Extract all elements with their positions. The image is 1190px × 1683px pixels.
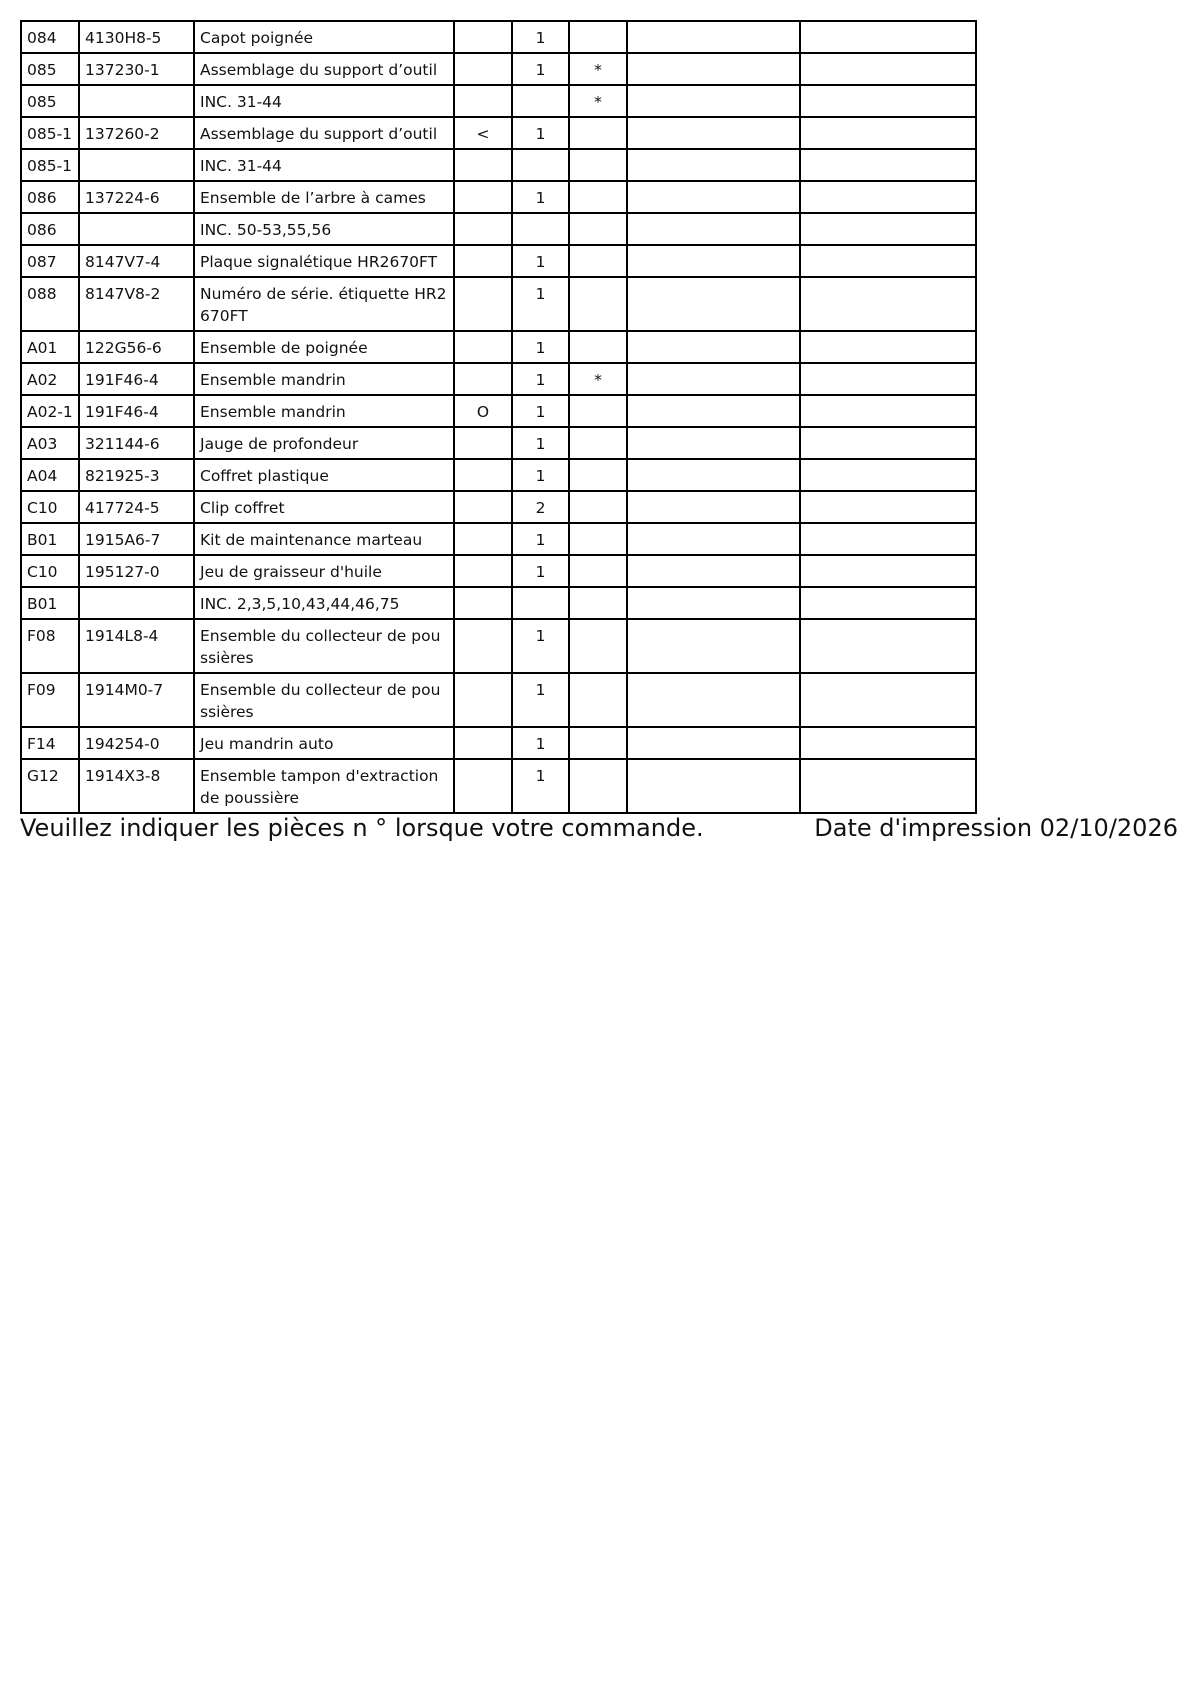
item-number-cell: A03 xyxy=(21,427,79,459)
description-cell: Assemblage du support d’outil xyxy=(194,53,454,85)
part-number-cell xyxy=(79,149,194,181)
mark-cell xyxy=(454,245,512,277)
blank-cell xyxy=(627,619,800,673)
note-cell: * xyxy=(569,363,627,395)
item-number-cell: 088 xyxy=(21,277,79,331)
quantity-cell: 1 xyxy=(512,21,569,53)
note-cell xyxy=(569,759,627,813)
item-number-cell: G12 xyxy=(21,759,79,813)
table-row xyxy=(21,363,976,395)
part-number-cell xyxy=(79,85,194,117)
description-cell: Ensemble de l’arbre à cames xyxy=(194,181,454,213)
description-cell: INC. 31-44 xyxy=(194,85,454,117)
note-cell xyxy=(569,459,627,491)
quantity-cell: 2 xyxy=(512,491,569,523)
mark-cell xyxy=(454,491,512,523)
part-number-cell: 4130H8-5 xyxy=(79,21,194,53)
blank-cell xyxy=(800,245,976,277)
table-row xyxy=(21,555,976,587)
blank-cell xyxy=(627,555,800,587)
blank-cell xyxy=(627,85,800,117)
blank-cell xyxy=(800,427,976,459)
mark-cell xyxy=(454,21,512,53)
blank-cell xyxy=(627,245,800,277)
item-number-cell: C10 xyxy=(21,491,79,523)
mark-cell: O xyxy=(454,395,512,427)
blank-cell xyxy=(800,149,976,181)
table-row xyxy=(21,459,976,491)
mark-cell xyxy=(454,85,512,117)
table-row xyxy=(21,673,976,727)
part-number-cell: 1914M0-7 xyxy=(79,673,194,727)
note-cell: * xyxy=(569,85,627,117)
table-row xyxy=(21,523,976,555)
quantity-cell: 1 xyxy=(512,459,569,491)
blank-cell xyxy=(627,459,800,491)
note-cell xyxy=(569,213,627,245)
mark-cell xyxy=(454,213,512,245)
blank-cell xyxy=(627,277,800,331)
blank-cell xyxy=(627,181,800,213)
part-number-cell: 8147V8-2 xyxy=(79,277,194,331)
part-number-cell: 191F46-4 xyxy=(79,395,194,427)
description-cell: INC. 31-44 xyxy=(194,149,454,181)
blank-cell xyxy=(627,491,800,523)
note-cell xyxy=(569,555,627,587)
quantity-cell: 1 xyxy=(512,673,569,727)
table-row xyxy=(21,85,976,117)
quantity-cell: 1 xyxy=(512,727,569,759)
item-number-cell: F14 xyxy=(21,727,79,759)
part-number-cell: 8147V7-4 xyxy=(79,245,194,277)
blank-cell xyxy=(627,213,800,245)
blank-cell xyxy=(800,363,976,395)
mark-cell xyxy=(454,459,512,491)
blank-cell xyxy=(800,759,976,813)
table-row xyxy=(21,331,976,363)
item-number-cell: A02 xyxy=(21,363,79,395)
table-row xyxy=(21,245,976,277)
blank-cell xyxy=(627,727,800,759)
table-row xyxy=(21,727,976,759)
note-cell xyxy=(569,491,627,523)
blank-cell xyxy=(800,213,976,245)
note-cell xyxy=(569,727,627,759)
description-cell: INC. 2,3,5,10,43,44,46,75 xyxy=(194,587,454,619)
blank-cell xyxy=(627,523,800,555)
quantity-cell xyxy=(512,85,569,117)
part-number-cell: 1915A6-7 xyxy=(79,523,194,555)
blank-cell xyxy=(800,21,976,53)
part-number-cell: 191F46-4 xyxy=(79,363,194,395)
note-cell xyxy=(569,245,627,277)
item-number-cell: B01 xyxy=(21,587,79,619)
description-cell: Numéro de série. étiquette HR2670FT xyxy=(194,277,454,331)
description-cell: Ensemble mandrin xyxy=(194,363,454,395)
part-number-cell: 321144-6 xyxy=(79,427,194,459)
note-cell xyxy=(569,619,627,673)
blank-cell xyxy=(800,277,976,331)
table-row xyxy=(21,213,976,245)
table-row xyxy=(21,491,976,523)
table-row xyxy=(21,395,976,427)
description-cell: Capot poignée xyxy=(194,21,454,53)
parts-table-body xyxy=(21,21,976,813)
part-number-cell: 137224-6 xyxy=(79,181,194,213)
print-date: Date d'impression 02/10/2026 xyxy=(814,814,1178,842)
part-number-cell: 122G56-6 xyxy=(79,331,194,363)
quantity-cell: 1 xyxy=(512,523,569,555)
blank-cell xyxy=(627,363,800,395)
note-cell xyxy=(569,395,627,427)
mark-cell xyxy=(454,277,512,331)
item-number-cell: A04 xyxy=(21,459,79,491)
description-cell: Ensemble tampon d'extraction de poussière xyxy=(194,759,454,813)
blank-cell xyxy=(800,117,976,149)
item-number-cell: 086 xyxy=(21,181,79,213)
blank-cell xyxy=(627,395,800,427)
item-number-cell: 085 xyxy=(21,53,79,85)
mark-cell xyxy=(454,331,512,363)
part-number-cell xyxy=(79,213,194,245)
part-number-cell: 137230-1 xyxy=(79,53,194,85)
blank-cell xyxy=(800,673,976,727)
table-row xyxy=(21,277,976,331)
note-cell xyxy=(569,181,627,213)
table-row xyxy=(21,21,976,53)
quantity-cell: 1 xyxy=(512,363,569,395)
quantity-cell: 1 xyxy=(512,53,569,85)
item-number-cell: 085-1 xyxy=(21,149,79,181)
description-cell: Kit de maintenance marteau xyxy=(194,523,454,555)
note-cell xyxy=(569,673,627,727)
parts-table xyxy=(20,20,977,814)
quantity-cell: 1 xyxy=(512,395,569,427)
item-number-cell: B01 xyxy=(21,523,79,555)
item-number-cell: F09 xyxy=(21,673,79,727)
description-cell: Ensemble de poignée xyxy=(194,331,454,363)
quantity-cell: 1 xyxy=(512,427,569,459)
blank-cell xyxy=(627,427,800,459)
table-row xyxy=(21,53,976,85)
quantity-cell: 1 xyxy=(512,331,569,363)
mark-cell xyxy=(454,363,512,395)
item-number-cell: 087 xyxy=(21,245,79,277)
note-cell xyxy=(569,149,627,181)
quantity-cell: 1 xyxy=(512,555,569,587)
part-number-cell: 194254-0 xyxy=(79,727,194,759)
quantity-cell: 1 xyxy=(512,619,569,673)
blank-cell xyxy=(800,619,976,673)
quantity-cell xyxy=(512,213,569,245)
part-number-cell: 1914L8-4 xyxy=(79,619,194,673)
table-row xyxy=(21,759,976,813)
blank-cell xyxy=(627,21,800,53)
description-cell: Ensemble du collecteur de poussières xyxy=(194,673,454,727)
mark-cell xyxy=(454,759,512,813)
mark-cell xyxy=(454,181,512,213)
item-number-cell: C10 xyxy=(21,555,79,587)
blank-cell xyxy=(800,555,976,587)
blank-cell xyxy=(800,53,976,85)
blank-cell xyxy=(800,395,976,427)
blank-cell xyxy=(627,117,800,149)
blank-cell xyxy=(800,85,976,117)
blank-cell xyxy=(627,53,800,85)
blank-cell xyxy=(627,149,800,181)
note-cell xyxy=(569,331,627,363)
part-number-cell: 821925-3 xyxy=(79,459,194,491)
blank-cell xyxy=(800,587,976,619)
order-instruction-note: Veuillez indiquer les pièces n ° lorsque votre commande. xyxy=(20,814,704,842)
blank-cell xyxy=(627,673,800,727)
table-row xyxy=(21,427,976,459)
mark-cell xyxy=(454,587,512,619)
quantity-cell xyxy=(512,587,569,619)
table-row xyxy=(21,149,976,181)
blank-cell xyxy=(627,331,800,363)
item-number-cell: F08 xyxy=(21,619,79,673)
mark-cell xyxy=(454,619,512,673)
description-cell: Plaque signalétique HR2670FT xyxy=(194,245,454,277)
description-cell: Ensemble mandrin xyxy=(194,395,454,427)
blank-cell xyxy=(800,459,976,491)
quantity-cell: 1 xyxy=(512,181,569,213)
mark-cell xyxy=(454,555,512,587)
description-cell: Clip coffret xyxy=(194,491,454,523)
part-number-cell: 195127-0 xyxy=(79,555,194,587)
item-number-cell: 086 xyxy=(21,213,79,245)
mark-cell xyxy=(454,427,512,459)
table-row xyxy=(21,619,976,673)
part-number-cell: 417724-5 xyxy=(79,491,194,523)
description-cell: Jeu de graisseur d'huile xyxy=(194,555,454,587)
description-cell: Jeu mandrin auto xyxy=(194,727,454,759)
mark-cell xyxy=(454,149,512,181)
note-cell xyxy=(569,21,627,53)
quantity-cell: 1 xyxy=(512,117,569,149)
description-cell: Coffret plastique xyxy=(194,459,454,491)
mark-cell: < xyxy=(454,117,512,149)
mark-cell xyxy=(454,727,512,759)
quantity-cell: 1 xyxy=(512,245,569,277)
blank-cell xyxy=(800,491,976,523)
mark-cell xyxy=(454,523,512,555)
blank-cell xyxy=(800,331,976,363)
mark-cell xyxy=(454,673,512,727)
blank-cell xyxy=(627,759,800,813)
item-number-cell: 084 xyxy=(21,21,79,53)
note-cell xyxy=(569,427,627,459)
note-cell xyxy=(569,523,627,555)
note-cell xyxy=(569,587,627,619)
item-number-cell: 085-1 xyxy=(21,117,79,149)
item-number-cell: 085 xyxy=(21,85,79,117)
part-number-cell: 1914X3-8 xyxy=(79,759,194,813)
quantity-cell: 1 xyxy=(512,759,569,813)
note-cell xyxy=(569,277,627,331)
part-number-cell: 137260-2 xyxy=(79,117,194,149)
mark-cell xyxy=(454,53,512,85)
quantity-cell: 1 xyxy=(512,277,569,331)
item-number-cell: A02-1 xyxy=(21,395,79,427)
description-cell: INC. 50-53,55,56 xyxy=(194,213,454,245)
part-number-cell xyxy=(79,587,194,619)
item-number-cell: A01 xyxy=(21,331,79,363)
description-cell: Ensemble du collecteur de poussières xyxy=(194,619,454,673)
blank-cell xyxy=(800,181,976,213)
table-row xyxy=(21,587,976,619)
note-cell xyxy=(569,117,627,149)
table-row xyxy=(21,117,976,149)
note-cell: * xyxy=(569,53,627,85)
description-cell: Jauge de profondeur xyxy=(194,427,454,459)
table-row xyxy=(21,181,976,213)
blank-cell xyxy=(800,523,976,555)
blank-cell xyxy=(800,727,976,759)
quantity-cell xyxy=(512,149,569,181)
description-cell: Assemblage du support d’outil xyxy=(194,117,454,149)
blank-cell xyxy=(627,587,800,619)
